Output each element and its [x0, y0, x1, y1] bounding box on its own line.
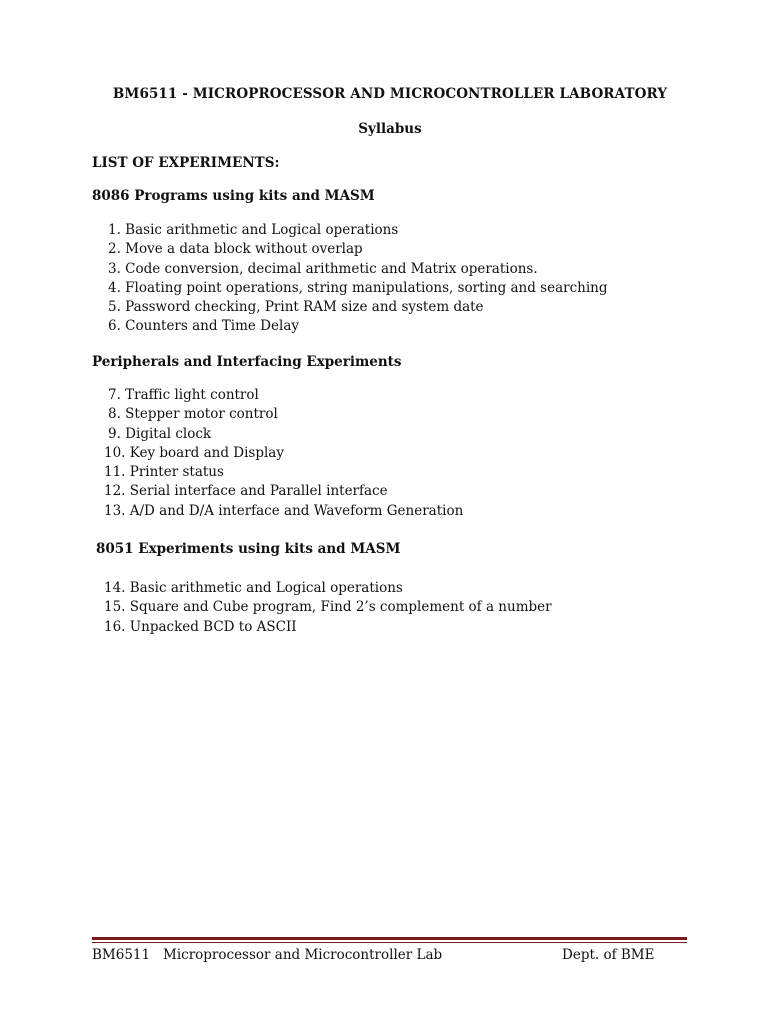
section-heading-8086: 8086 Programs using kits and MASM: [92, 188, 375, 204]
list-item: 12. Serial interface and Parallel interface: [104, 483, 388, 500]
list-item: 13. A/D and D/A interface and Waveform Generation: [104, 502, 464, 519]
document-subtitle: Syllabus: [358, 121, 422, 137]
list-item: 7. Traffic light control: [108, 387, 259, 403]
section-heading-peripherals: Peripherals and Interfacing Experiments: [92, 354, 402, 370]
list-item: 14. Basic arithmetic and Logical operations: [104, 580, 403, 596]
document-title: BM6511 - MICROPROCESSOR AND MICROCONTROLLER LABORATORY: [112, 86, 668, 102]
list-item: 2. Move a data block without overlap: [108, 241, 363, 258]
list-item: 11. Printer status: [104, 464, 224, 481]
footer-rule-thick: [92, 937, 687, 940]
list-item: 4. Floating point operations, string manipulations, sorting and searching: [108, 279, 608, 296]
list-item: 16. Unpacked BCD to ASCII: [104, 618, 297, 635]
experiment-list-8086: [108, 221, 608, 337]
footer-course-code: BM6511: [92, 947, 151, 963]
list-item: 10. Key board and Display: [104, 444, 284, 461]
experiment-list-peripherals: [104, 386, 464, 521]
list-item: 1. Basic arithmetic and Logical operations: [108, 222, 399, 238]
footer-course-name: Microprocessor and Microcontroller Lab: [163, 947, 443, 963]
list-item: 9. Digital clock: [108, 425, 212, 442]
list-item: 3. Code conversion, decimal arithmetic and Matrix operations.: [108, 260, 538, 277]
footer-department: Dept. of BME: [562, 947, 655, 963]
list-item: 6. Counters and Time Delay: [108, 318, 299, 335]
section-heading-8051: 8051 Experiments using kits and MASM: [96, 541, 401, 557]
list-item: 15. Square and Cube program, Find 2’s complement of a number: [104, 599, 552, 616]
footer-rule-thin: [92, 942, 687, 943]
experiment-list-8051: [104, 579, 552, 637]
list-item: 5. Password checking, Print RAM size and system date: [108, 299, 484, 316]
list-item: 8. Stepper motor control: [108, 406, 278, 423]
list-heading: LIST OF EXPERIMENTS:: [92, 155, 280, 171]
